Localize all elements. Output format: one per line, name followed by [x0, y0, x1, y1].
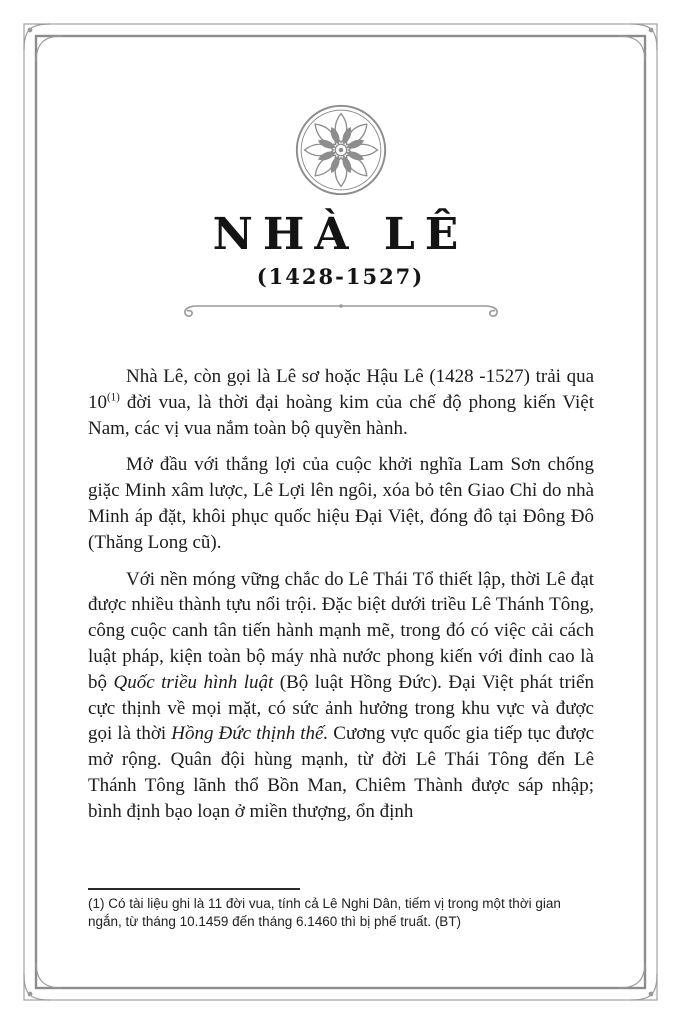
- paragraph: [88, 364, 594, 441]
- paragraph-text: Quốc triều hình luật: [113, 671, 274, 693]
- paragraph-text: Mở đầu với thắng lợi của cuộc khởi nghĩa Lam Sơn chống giặc Minh xâm lược, Lê Lợi lên ngôi, xóa bỏ tên Giao Chỉ do nhà Minh áp đặt, khôi phục quốc hiệu Đại Việt, đóng đô tại Đông Đô (Thăng Long cũ).: [88, 454, 594, 553]
- paragraph-text: Với nền móng vững chắc do Lê Thái Tổ thiết lập, thời Lê đạt được nhiều thành tựu nổi trội. Đặc biệt dưới triều Lê Thánh Tông, công cuộc canh tân tiến hành mạnh mẽ, trong đó có việc cải cách luật pháp, kiện toàn bộ máy nhà nước phong kiến với đỉnh cao là bộ: [88, 568, 594, 693]
- body-text: [88, 364, 594, 836]
- footnote-separator: [88, 888, 300, 890]
- paragraph-text: Cương vực quốc gia tiếp tục được mở rộng. Quân đội hùng mạnh, từ đời Lê Thái Tông đến Lê Thánh Tông lãnh thổ Bồn Man, Chiêm Thành được sáp nhập; bình định bạo loạn ở miền thượng, ổn định: [88, 723, 594, 822]
- paragraph: [88, 567, 594, 825]
- chapter-title: NHÀ LÊ: [212, 209, 469, 260]
- paragraph-text: Hồng Đức thịnh thế.: [171, 723, 329, 745]
- footnote-text: (1) Có tài liệu ghi là 11 đời vua, tính cả Lê Nghi Dân, tiếm vị trong một thời gian ngắn, từ tháng 10.1459 đến tháng 6.1460 thì bị phế truất. (BT): [88, 896, 561, 929]
- footnote-reference: (1): [107, 391, 120, 404]
- chapter-header: [0, 102, 681, 321]
- paragraph-text: (Bộ luật Hồng Đức). Đại Việt phát triển cực thịnh về mọi mặt, có sức ảnh hưởng trong khu vực và được gọi là thời: [88, 671, 594, 745]
- divider-flourish-icon: [171, 295, 511, 321]
- paragraph: [88, 452, 594, 555]
- paragraph-text: Nhà Lê, còn gọi là Lê sơ hoặc Hậu Lê (1428 -1527) trải qua 10: [88, 366, 594, 413]
- chapter-subtitle: (1428-1527): [256, 264, 425, 290]
- paragraph-text: đời vua, là thời đại hoàng kim của chế độ phong kiến Việt Nam, các vị vua nắm toàn bộ quyền hành.: [88, 391, 594, 439]
- footnote: [88, 888, 594, 931]
- lotus-emblem-icon: [293, 102, 389, 198]
